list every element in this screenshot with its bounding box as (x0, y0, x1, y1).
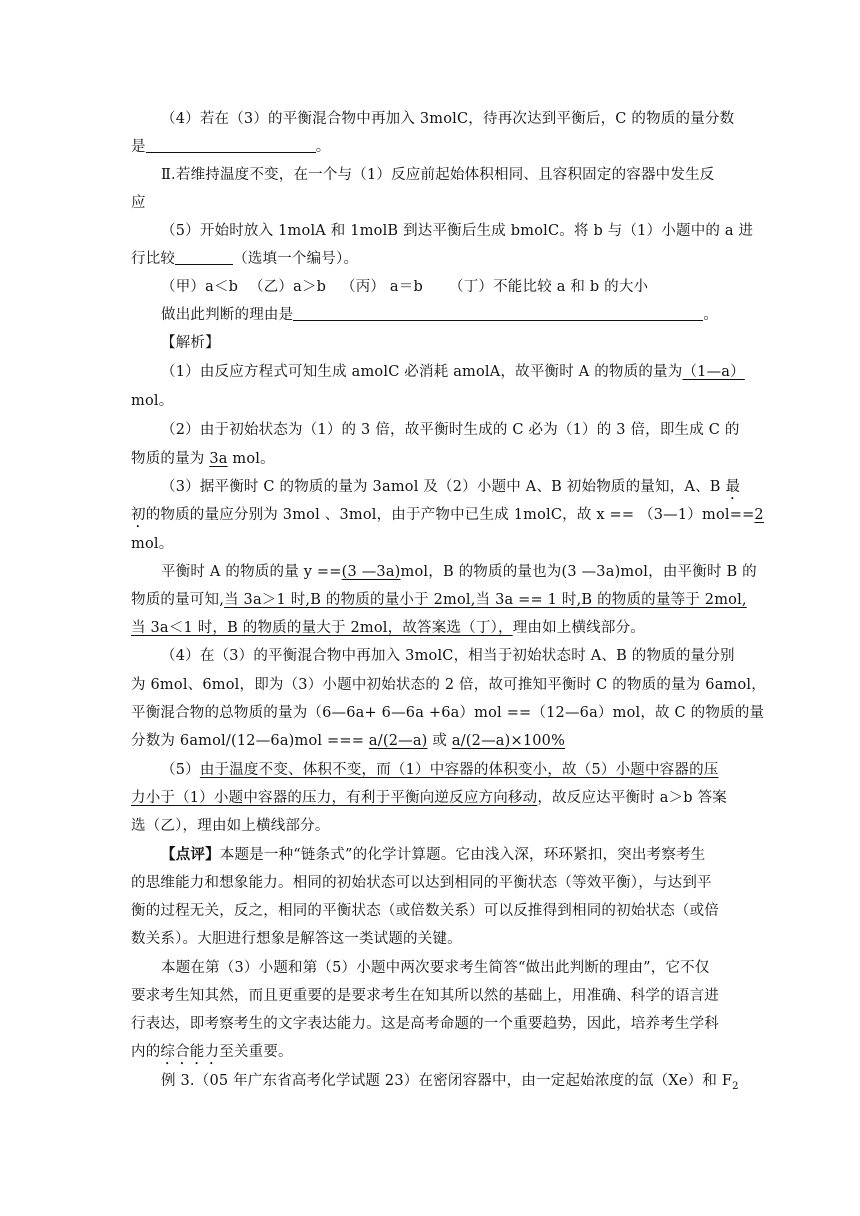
text-line: 选（乙），理由如上横线部分。 (131, 818, 330, 834)
text-line: 为 6mol、6mol，即为（3）小题中初始状态的 2 倍，故可推知平衡时 C 的物质的量为 6amol， (131, 677, 766, 693)
text-fragment: （3）据平衡时 C 的物质的量为 3amol 及（2）小题中 A、B 初始物质的量知，A、B (161, 479, 726, 495)
text-fragment: 的物质的量应分别为 3mol 、3mol，由于产物中已生成 1molC，故 x == （3—1）mol== (145, 507, 755, 523)
text-line: 的思维能力和想象能力。相同的初始状态可以达到相同的平衡状态（等效平衡），与达到平 (131, 875, 712, 891)
underlined-answer: 当 3a＞1 时,B 的物质的量小于 2mol,当 3a == 1 时,B 的物质的量等于 2mol, (224, 592, 747, 608)
text-fragment: 。 (315, 139, 331, 155)
section-heading: 【解析】 (161, 335, 220, 351)
text-line (131, 505, 764, 531)
text-line (131, 1042, 731, 1068)
text-line: 行表达，即考察考生的文字表达能力。这是高考命题的一个重要趋势，因此，培养考生学科 (131, 1016, 719, 1032)
text-fragment: 物质的量可知, (131, 592, 225, 608)
text-line: 平衡混合物的总物质的量为（6—6a+ 6—6a +6a）mol ==（12—6a）mol，故 C 的物质的量 (131, 705, 765, 721)
text-line (161, 562, 761, 582)
text-fragment: 。 (703, 307, 719, 323)
text-line (161, 760, 761, 780)
text-fragment: 平衡时 A 的物质的量 y == (161, 564, 342, 580)
text-fragment: 或 (427, 733, 452, 749)
text-fragment: ，故反应达平衡时 a＞b 答案 (537, 790, 727, 806)
text-line (131, 249, 731, 269)
text-fragment: 行比较 (131, 251, 176, 267)
text-fragment: 例 3.（05 年广东省高考化学试题 23）在密闭容器中，由一定起始浓度的氙（Xe）和 F (161, 1073, 733, 1089)
underlined-answer: 3a (209, 451, 228, 467)
text-line (131, 449, 731, 469)
text-line: 要求考生知其然，而且更重要的是要求考生在知其所以然的基础上，用准确、科学的语言进 (131, 988, 719, 1004)
text-fragment: 是 (131, 139, 146, 155)
emphasis-text: 最 (725, 479, 741, 495)
text-fragment: mol，B 的物质的量也为(3 —3a)mol，由平衡时 B 的 (400, 564, 757, 580)
text-line (161, 845, 761, 865)
underlined-answer: （1—a） (682, 364, 745, 380)
text-line: （5）开始时放入 1molA 和 1molB 到达平衡后生成 bmolC。将 b 与（1）小题中的 a 进 (161, 223, 754, 239)
underlined-answer: 当 3a＜1 时，B 的物质的量大于 2mol，故答案选（丁）， (131, 620, 513, 636)
text-fragment: （1）由反应方程式可知生成 amolC 必消耗 amolA，故平衡时 A 的物质的量为 (161, 364, 683, 380)
text-line (131, 590, 747, 610)
answer-blank (175, 250, 233, 265)
text-fragment: （5） (161, 762, 200, 778)
text-line (161, 477, 761, 503)
text-fragment: mol。 (227, 451, 275, 467)
text-line (131, 618, 731, 638)
underlined-answer: 2 (754, 507, 764, 523)
answer-blank (293, 306, 703, 321)
text-line: 数关系）。大胆进行想象是解答这一类试题的关键。 (131, 931, 462, 947)
underlined-answer: 由于温度不变、体积不变，而（1）中容器的体积变小，故（5）小题中容器的压 (199, 762, 719, 778)
options-line (161, 277, 761, 297)
text-line: 本题在第（3）小题和第（5）小题中两次要求考生简答“做出此判断的理由”，它不仅 (161, 960, 710, 976)
text-line: （4）在（3）的平衡混合物中再加入 3molC，相当于初始状态时 A、B 的物质的量分别 (161, 648, 735, 664)
text-line (131, 137, 731, 157)
text-line: mol。 (131, 536, 174, 552)
emphasis-text: 综合能力 (160, 1044, 220, 1060)
text-fragment: 本题是一种“链条式”的化学计算题。它由浅入深，环环紧扣，突出考察考生 (219, 847, 706, 863)
underlined-answer: 力小于（1）小题中容器的压力，有利于平衡向逆反应方向移动 (131, 790, 538, 806)
option-yi: （乙）a＞b (249, 279, 327, 295)
text-line (161, 362, 761, 382)
text-fragment: 物质的量为 (131, 451, 210, 467)
text-line (161, 305, 761, 325)
text-line: （2）由于初始状态为（1）的 3 倍，故平衡时生成的 C 必为（1）的 3 倍，即生成 C 的 (161, 422, 740, 438)
option-bing: （丙） a＝b (341, 279, 423, 295)
emphasis-text: 初 (131, 507, 146, 523)
option-jia: （甲）a＜b (161, 279, 239, 295)
text-line: 应 (131, 195, 146, 211)
text-fragment: 做出此判断的理由是 (161, 307, 294, 323)
answer-blank (146, 138, 316, 153)
text-line: Ⅱ.若维持温度不变，在一个与（1）反应前起始体积相同、且容积固定的容器中发生反 (161, 167, 715, 183)
text-fragment: 至关重要。 (219, 1044, 293, 1060)
text-line (131, 788, 731, 808)
text-line (131, 731, 731, 751)
text-fragment: 理由如上横线部分。 (512, 620, 645, 636)
option-ding: （丁）不能比较 a 和 b 的大小 (449, 279, 649, 295)
text-fragment: 内的 (131, 1044, 161, 1060)
text-fragment: （选填一个编号）。 (233, 251, 359, 267)
text-line (161, 1071, 761, 1097)
underlined-answer: a/(2—a) (368, 733, 428, 749)
subscript: 2 (732, 1080, 739, 1092)
text-line: mol。 (131, 393, 174, 409)
text-fragment: 分数为 6amol/(12—6a)mol === (131, 733, 369, 749)
text-line: （4）若在（3）的平衡混合物中再加入 3molC，待再次达到平衡后，C 的物质的量分数 (161, 111, 735, 127)
comment-label: 【点评】 (161, 846, 220, 863)
underlined-answer: (3 —3a) (341, 564, 401, 580)
underlined-answer: a/(2—a)×100% (451, 733, 566, 749)
text-line: 衡的过程无关，反之，相同的平衡状态（或倍数关系）可以反推得到相同的初始状态（或倍 (131, 903, 719, 919)
